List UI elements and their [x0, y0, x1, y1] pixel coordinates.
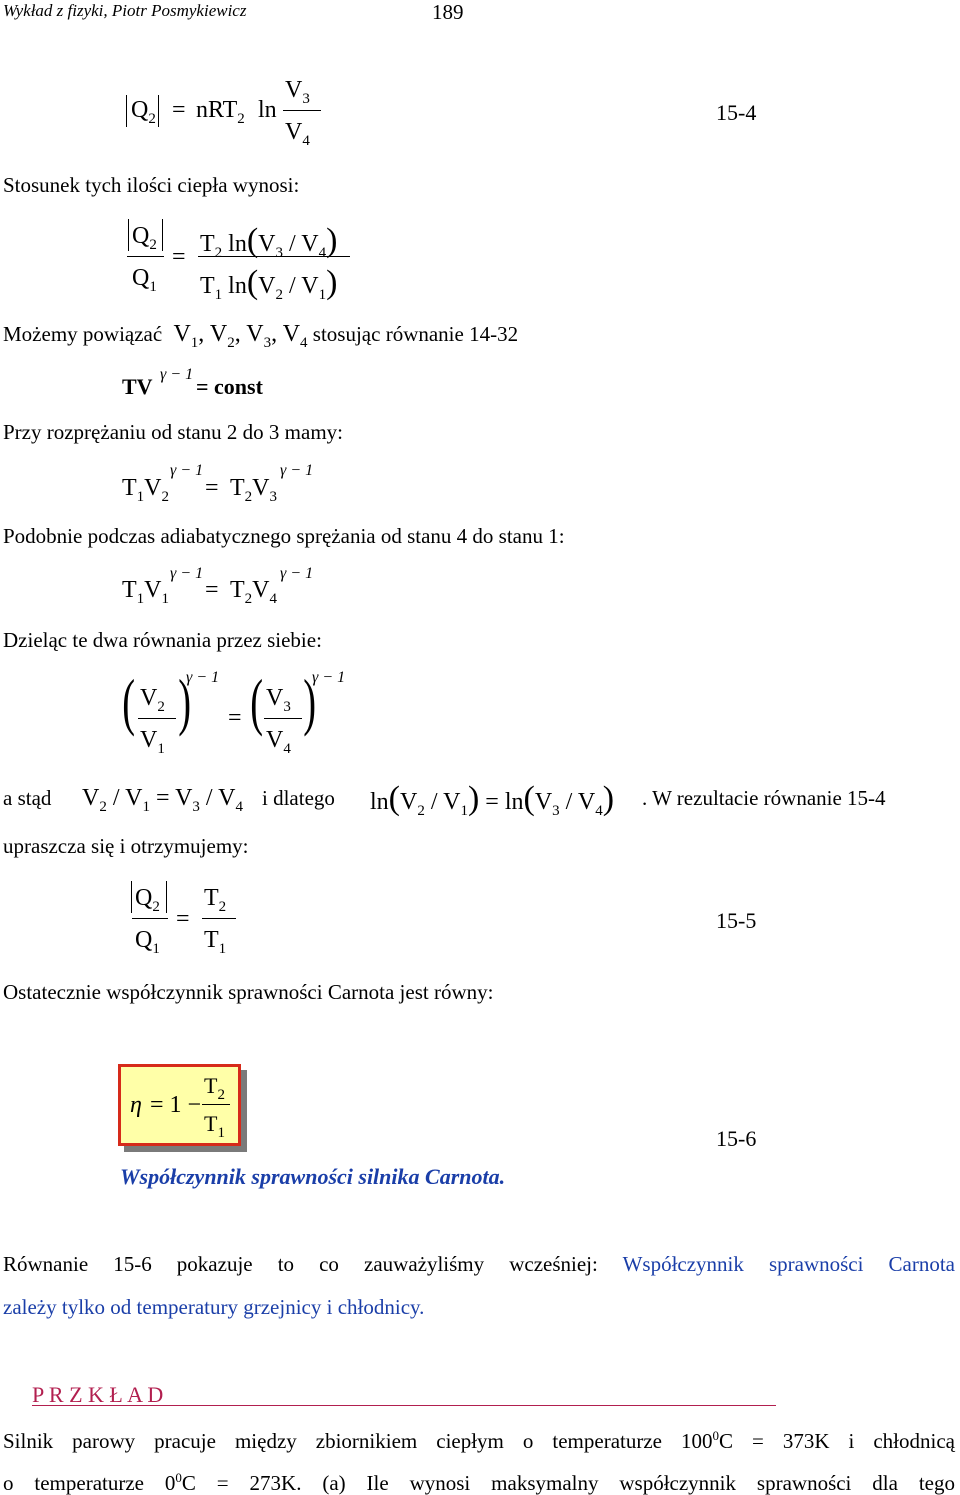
example-text-line2: o temperaturze $0^0C = 273K$. (a) Ile wynosi maksymalny współczynnik sprawności dla tego	[3, 1470, 955, 1495]
paragraph-rownanie-line2: zależy tylko od temperatury grzejnicy i chłodnicy.	[3, 1295, 425, 1319]
equation-number-15-6: 15-6	[716, 1126, 757, 1151]
equation-number-15-4: 15-4	[716, 100, 757, 125]
paragraph-rownanie: Równanie 15-6 pokazuje to co zauważyliśmy wcześniej: Współczynnik sprawności Carnota	[3, 1252, 956, 1276]
example-heading: P R Z K Ł A D	[32, 1382, 164, 1407]
paragraph-ostatecznie: Ostatecznie współczynnik sprawności Carnota jest równy:	[3, 980, 494, 1004]
equation-number-15-5: 15-5	[716, 908, 757, 933]
paragraph-dzielac: Dzieląc te dwa równania przez siebie:	[3, 628, 322, 652]
paragraph-stosunek: Stosunek tych ilości ciepła wynosi:	[3, 173, 300, 197]
running-title: Wykład z fizyki, Piotr Posmykiewicz	[3, 1, 247, 20]
paragraph-upraszcza: upraszcza się i otrzymujemy:	[3, 834, 249, 858]
example-text-line1: Silnik parowy pracuje między zbiornikiem ciepłym o temperaturze $100^0C = 373K$ i chłodnicą	[3, 1428, 955, 1453]
example-heading-underline	[32, 1405, 776, 1406]
paragraph-podobnie: Podobnie podczas adiabatycznego sprężania od stanu 4 do stanu 1:	[3, 524, 565, 548]
paragraph-mozemy: Możemy powiązać $V_1$, $V_2$, $V_3$, $V_4$ stosując równanie 14-32	[3, 321, 519, 351]
box-caption: Współczynnik sprawności silnika Carnota.	[120, 1164, 506, 1189]
page-number: 189	[432, 0, 464, 24]
paragraph-rozprezanie: Przy rozprężaniu od stanu 2 do 3 mamy:	[3, 420, 343, 444]
